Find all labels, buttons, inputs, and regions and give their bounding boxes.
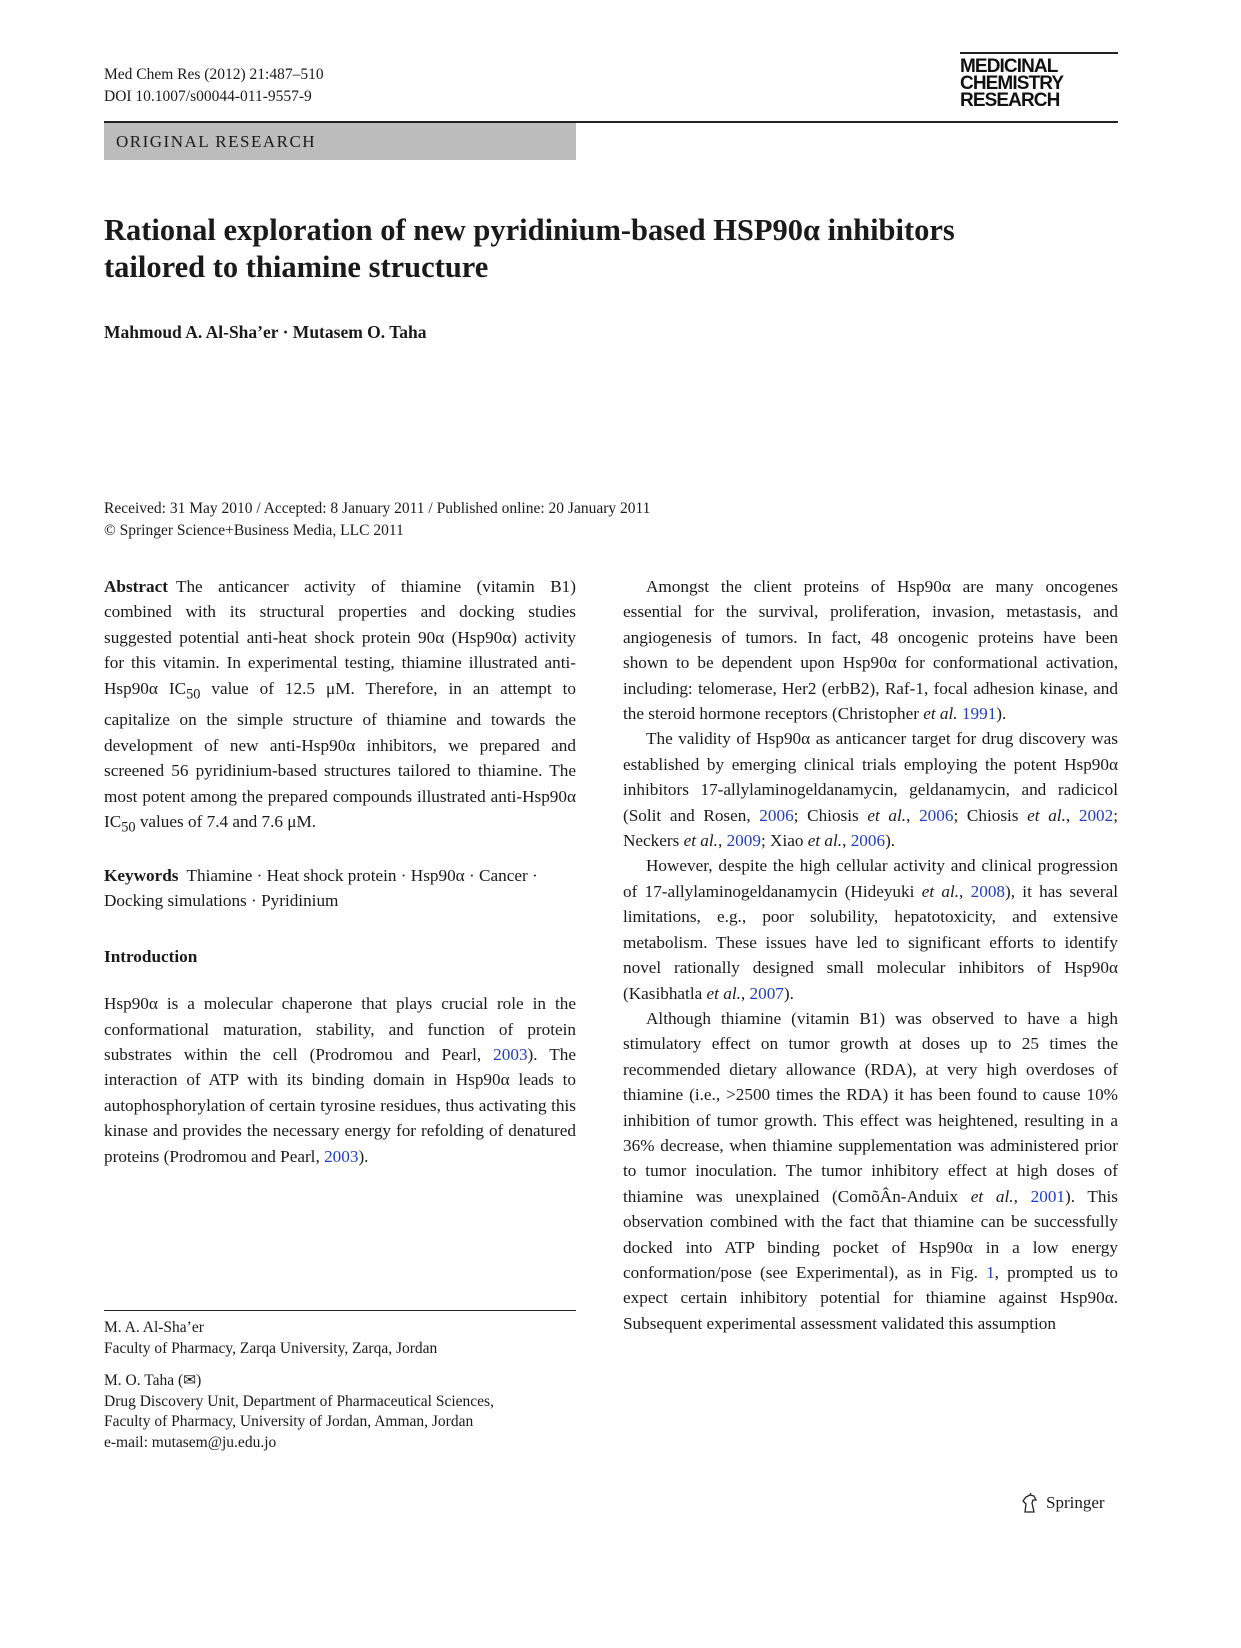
figure-link[interactable]: 1: [986, 1262, 995, 1282]
logo-line-1: MEDICINAL: [960, 56, 1058, 77]
paragraph: Amongst the client proteins of Hsp90α are many oncogenes essential for the survival, proliferation, invasion, metastasis, and angiogenesis of tumors. In fact, 48 oncogenic proteins have been shown to be dependent upon Hsp90α for conformational activation, including: telomerase, Her2 (erbB2), Raf-1, focal adhesion kinase, and the steroid hormone receptors (Christopher et al. 1991).: [623, 577, 1118, 724]
affiliation-2: M. O. Taha (✉) Drug Discovery Unit, Department of Pharmaceutical Sciences, Faculty of Pharmacy, University of Jordan, Amman, Jordan e-mail: mutasem@ju.edu.jo: [104, 1371, 576, 1453]
citation-link[interactable]: 2009: [726, 831, 761, 851]
journal-logo: [960, 52, 1118, 109]
citation-link[interactable]: 2006: [850, 831, 886, 851]
citation-link[interactable]: 2007: [749, 983, 784, 1003]
springer-horse-icon: [1020, 1492, 1040, 1514]
left-column: [104, 574, 576, 1169]
citation-link[interactable]: 2008: [970, 881, 1005, 901]
paragraph: However, despite the high cellular activity and clinical progression of 17-allylaminogeldanamycin (Hideyuki et al., 2008), it has several limitations, e.g., poor solubility, hepatotoxicity, and extensive metabolism. These issues have led to significant efforts to identify novel rationally designed small molecular inhibitors of Hsp90α (Kasibhatla et al., 2007).: [623, 856, 1118, 1003]
footnote-rule: [104, 1310, 576, 1311]
keywords: Keywords Thiamine · Heat shock protein · Hsp90α · Cancer · Docking simulations · Pyridinium: [104, 865, 538, 911]
keywords-label: Keywords: [104, 865, 179, 885]
title-line-1: Rational exploration of new pyridinium-based HSP90α inhibitors: [104, 213, 955, 247]
dates-line: Received: 31 May 2010 / Accepted: 8 January 2011 / Published online: 20 January 2011: [104, 500, 651, 517]
citation-link[interactable]: 2002: [1078, 805, 1114, 825]
publisher-name: Springer: [1046, 1493, 1105, 1512]
citation-link[interactable]: 2001: [1030, 1186, 1065, 1206]
author-email[interactable]: e-mail: mutasem@ju.edu.jo: [104, 1433, 277, 1451]
citation-link[interactable]: 2006: [919, 805, 954, 825]
logo-line-2: CHEMISTRY: [960, 73, 1064, 94]
introduction-heading: Introduction: [104, 946, 198, 966]
article-title: [104, 212, 1104, 286]
citation-link[interactable]: 2006: [759, 805, 794, 825]
journal-citation: Med Chem Res (2012) 21:487–510: [104, 66, 324, 83]
paragraph: The validity of Hsp90α as anticancer target for drug discovery was established by emerging clinical trials employing the potent Hsp90α inhibitors 17-allylaminogeldanamycin, geldanamycin, and radicicol (Solit and Rosen, 2006; Chiosis et al., 2006; Chiosis et al., 2002; Neckers et al., 2009; Xiao et al., 2006).: [623, 729, 1119, 851]
doi: DOI 10.1007/s00044-011-9557-9: [104, 88, 312, 105]
title-line-2: tailored to thiamine structure: [104, 250, 489, 284]
section-label: ORIGINAL RESEARCH: [104, 123, 576, 160]
paragraph: Although thiamine (vitamin B1) was observed to have a high stimulatory effect on tumor growth at doses up to 25 times the recommended dietary allowance (RDA), at very high overdoses of thiamine (i.e., >2500 times the RDA) it has been found to cause 10% inhibition of tumor growth. This effect was heightened, resulting in a 36% decrease, when thiamine supplementation was administered prior to tumor inoculation. The tumor inhibitory effect at high doses of thiamine was unexplained (ComõÂn-Anduix et al., 2001). This observation combined with the fact that thiamine can be successfully docked into ATP binding pocket of Hsp90α in a low energy conformation/pose (see Experimental), as in Fig. 1, prompted us to expect certain inhibitory potential for thiamine against Hsp90α. Subsequent experimental assessment validated this assumption: [623, 1008, 1118, 1333]
citation-link[interactable]: 2003: [493, 1044, 528, 1064]
authors: Mahmoud A. Al-Sha’er · Mutasem O. Taha: [104, 322, 427, 342]
abstract: Abstract The anticancer activity of thiamine (vitamin B1) combined with its structural properties and docking studies suggested potential anti-heat shock protein 90α (Hsp90α) activity for this vitamin. In experimental testing, thiamine illustrated anti-Hsp90α $IC_{50}$ value of 12.5 μM. Therefore, in an attempt to capitalize on the simple structure of thiamine and towards the development of new anti-Hsp90α inhibitors, we prepared and screened 56 pyridinium-based structures tailored to thiamine. The most potent among the prepared compounds illustrated anti-Hsp90α $IC_{50}$ values of 7.4 and 7.6 μM.: [104, 577, 576, 836]
copyright-line: © Springer Science+Business Media, LLC 2011: [104, 522, 404, 539]
introduction-paragraph: Hsp90α is a molecular chaperone that plays crucial role in the conformational maturation, stability, and function of protein substrates within the cell (Prodromou and Pearl, 2003). The interaction of ATP with its binding domain in Hsp90α leads to autophosphorylation of certain tyrosine residues, thus activating this kinase and provides the necessary energy for refolding of denatured proteins (Prodromou and Pearl, 2003).: [104, 994, 576, 1166]
author-affiliations: [104, 1318, 576, 1465]
journal-reference: [104, 64, 324, 108]
citation-link[interactable]: 2003: [324, 1146, 359, 1166]
logo-line-3: RESEARCH: [960, 90, 1060, 111]
affiliation-1: M. A. Al-Sha’er Faculty of Pharmacy, Zarqa University, Zarqa, Jordan: [104, 1319, 438, 1357]
logo-bar: [960, 52, 1118, 54]
publication-dates: [104, 498, 650, 542]
right-column: [623, 574, 1118, 1336]
abstract-label: Abstract: [104, 577, 168, 596]
publisher-mark: [1020, 1492, 1105, 1514]
citation-link[interactable]: 1991: [961, 704, 997, 724]
